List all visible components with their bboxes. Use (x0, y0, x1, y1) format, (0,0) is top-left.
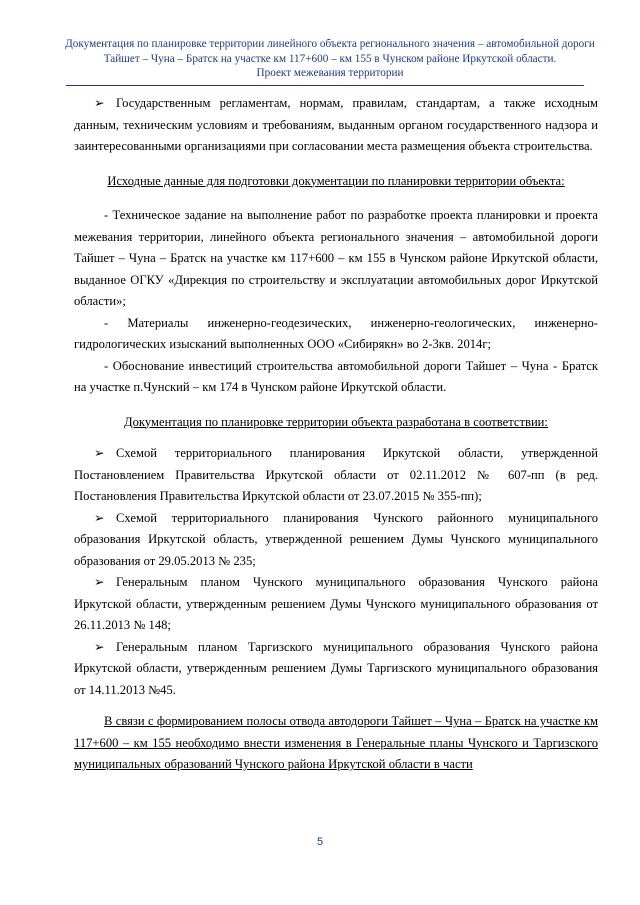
list-item (74, 508, 598, 573)
running-header (60, 37, 600, 81)
arrow-bullet-icon: ➢ (94, 639, 105, 654)
header-line-2: Тайшет – Чуна – Братск на участке км 117+600 – км 155 в Чунском районе Иркутской области. (103, 52, 557, 65)
source-data-list (74, 205, 598, 399)
list-item: - Обоснование инвестиций строительства автомобильной дороги Тайшет – Чуна - Братск на участке п.Чунский – км 174 в Чунском районе Иркутской области. (74, 358, 598, 394)
header-divider (66, 85, 584, 86)
document-body (74, 93, 598, 776)
intro-bullet-text: Государственным регламентам, нормам, правилам, стандартам, а также исходным данным, техническим условиям и требованиям, выданным органом государственного надзора и заинтересованными организациями при согласовании места размещения объекта строительства. (74, 96, 598, 153)
list-item: - Техническое задание на выполнение работ по разработке проекта планировки и проекта межевания территории, линейного объекта регионального значения – автомобильной дороги Тайшет – Чуна – Братск на участке км 117+600 – км 155 в Чунском районе Иркутской области, выданное ОГКУ «Дирекция по строительству и эксплуатации автомобильных дорог Иркутской области»; (74, 208, 598, 308)
closing-paragraph: В связи с формированием полосы отвода автодороги Тайшет – Чуна – Братск на участке км 117+600 – км 155 необходимо внести изменения в Генеральные планы Чунского и Таргизского муниципальных образований Чунского района Иркутской области в части (74, 714, 598, 771)
list-item: - Материалы инженерно-геодезических, инженерно-геологических, инженерно-гидрологических изысканий выполненных ООО «Сибирякн» во 2-3кв. 2014г; (74, 315, 598, 351)
list-item-text: Схемой территориального планирования Чунского районного муниципального образования Иркутской область, утвержденной решением Думы Чунского муниципального образования от 29.05.2013 № 235; (74, 510, 598, 568)
header-line-3: Проект межевания территории (256, 67, 404, 79)
list-item (74, 443, 598, 508)
arrow-bullet-icon: ➢ (94, 510, 105, 525)
list-item (74, 637, 598, 702)
section-heading-source-data: Исходные данные для подготовки документации по планировки территории объекта: (107, 173, 565, 188)
arrow-bullet-icon: ➢ (94, 96, 105, 110)
list-item-text: Генеральным планом Чунского муниципального образования Чунского района Иркутской области, утвержденным решением Думы Чунского муниципального образования от 26.11.2013 № 148; (74, 575, 598, 632)
intro-bullet-paragraph (74, 93, 598, 158)
page-number: 5 (316, 836, 324, 848)
list-item-text: Генеральным планом Таргизского муниципального образования Чунского района Иркутской области, утвержденным решением Думы Таргизского муниципального образования от 14.11.2013 №45. (74, 639, 598, 697)
compliance-list (74, 443, 598, 701)
section-heading-compliance: Документация по планировке территории объекта разработана в соответствии: (124, 414, 548, 429)
list-item (74, 572, 598, 637)
arrow-bullet-icon: ➢ (94, 446, 105, 460)
arrow-bullet-icon: ➢ (94, 575, 105, 589)
header-line-1: Документация по планировке территории линейного объекта регионального значения – автомобильной дороги (65, 38, 595, 50)
list-item-text: Схемой территориального планирования Иркутской области, утвержденной Постановлением Правительства Иркутской области от 02.11.2012 № 607-пп (в ред. Постановления Правительства Иркутской области от 23.07.2015 № 355-пп); (74, 446, 598, 503)
